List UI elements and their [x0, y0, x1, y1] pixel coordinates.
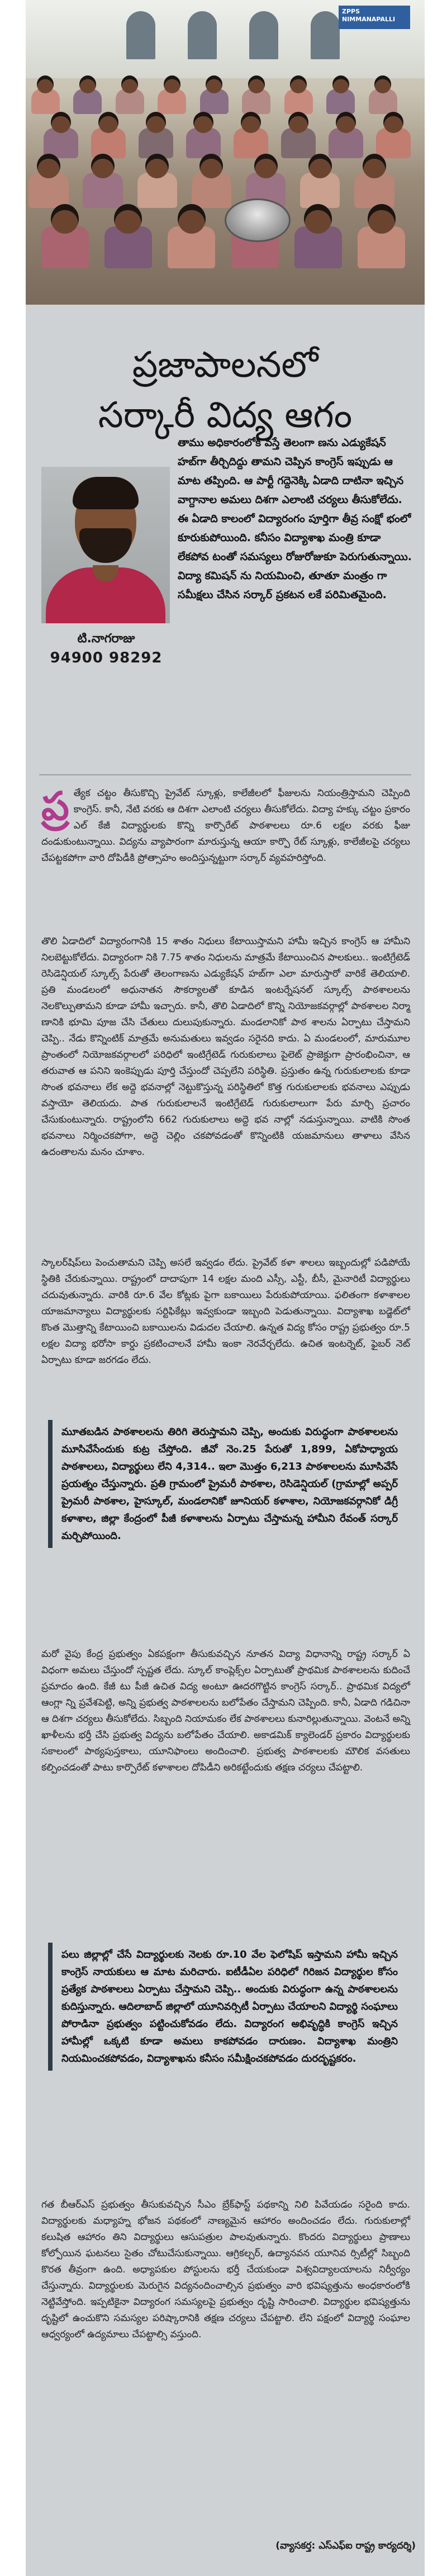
article-intro: తాము అధికారంలోకి వస్తే తెలంగా ణను ఎడ్యుకేషన్ హబ్‌గా తీర్చిదిద్దు తామని చెప్పిన కాంగ్రెస్ ఇప్పుడు ఆ మాట తప్పింది. ఆ పార్టీ గద్దెనెక్కి ఏడాది దాటినా ఇచ్చిన వాగ్దానాల అమలు దిశగా ఎలాంటి చర్యలు తీసుకోలేదు. ఈ ఏడాది కాలంలో విద్యారంగం పూర్తిగా తీవ్ర సంక్షో భంలో కూరుకుపోయింది. కనీసం విద్యాశాఖ మంత్రి కూడా లేకపోవ టంతో సమస్యలు రోజురోజుకూ పెరుగుతున్నాయి. విద్యా కమిషన్ ను నియమించి, తూతూ మంత్రం గా సమీక్షలు చేసిన సర్కార్ ప్రకటన లకే పరిమితమైంది. — [178, 437, 412, 601]
article-panel — [26, 305, 425, 2576]
highlight-box-2: పలు జిల్లాల్లో చేసే విద్యార్థులకు నెలకు రూ.10 వేల ఫెలోషిప్ ఇస్తామని హామీ ఇచ్చిన కాంగ్రెస్ నాయకులు ఆ మాట మరిచారు. ఐటీడీఏల పరిధిలో గిరిజన విద్యార్థుల కోసం ప్రత్యేక పాఠశాలలు ఏర్పాటు చేస్తామని చెప్పి.. అందుకు విరుద్ధంగా ఉన్న పాఠశాలలను కుదిస్తున్నారు. ఆదిలాబాద్ జిల్లాలో యూనివర్సిటీ ఏర్పాటు చేయాలని విద్యార్థి సంఘాలు పోరాడినా ప్రభుత్వం పట్టించుకోవడం లేదు. విద్యారంగ అభివృద్ధికి కాంగ్రెస్ ఇచ్చిన హామీల్లో ఒక్కటి కూడా అమలు కాకపోవడం దారుణం. విద్యాశాఖ మంత్రిని నియమించకపోవడం, విద్యాశాఖను కనీసం సమీక్షించకపోవడం దురదృష్టకరం. — [48, 1943, 402, 2071]
student-head — [336, 112, 356, 133]
student-head — [79, 75, 96, 93]
article-headline — [26, 329, 425, 441]
student-head — [241, 112, 261, 133]
student-head — [374, 75, 391, 93]
student-head — [51, 112, 71, 133]
school-board: ZPPS NIMMANAPALLI — [339, 6, 410, 29]
student-head — [114, 204, 142, 234]
paragraph-3: స్కాలర్‌షిప్‌లు పెంచుతామని చెప్పి అసలే ఇవ్వడం లేదు. ప్రైవేట్ కళా శాలలు ఇబ్బందుల్లో పడిపోయే స్థితికి చేరుకున్నాయి. రాష్ట్రంలో దాదాపుగా 14 లక్షల మంది ఎస్సీ, ఎస్టీ, బీసీ, మైనారిటీ విద్యార్థులు చదువుతున్నారు. వారికి రూ.6 వేల కోట్లకు పైగా బకాయిలు పేరుకుపోయాయి. ఫలితంగా కళాశాలల యాజమాన్యాలు విద్యార్థులకు సర్టిఫికేట్లు ఇవ్వకుండా ఇబ్బంది పెడుతున్నాయి. విద్యాశాఖ బడ్జెట్‌లో కొంత మొత్తాన్ని కేటాయించి బకాయిలను విడుదల చేయాలి. ఉన్నత విద్య కోసం రాష్ట్ర ప్రభుత్వం రూ.5 లక్షల విద్యా భరోసా కార్డు ప్రకటించాలనే హామీ ఇంకా నెరవేర్చలేదు. ఉచిత ఇంటర్నెట్, ఫైబర్ నెట్ ఏర్పాటు కూడా జరగడం లేదు. — [41, 1257, 410, 1366]
students-crowd — [26, 64, 425, 305]
headline-line-1: ప్రజాపాలనలో — [132, 344, 318, 386]
student-head — [288, 112, 308, 133]
paragraph-1 — [41, 785, 410, 866]
headline-line-2: సర్కారీ విద్య ఆగం — [98, 394, 353, 436]
student-head — [290, 75, 307, 93]
student-head — [91, 154, 115, 178]
student-head — [304, 204, 332, 234]
highlight-box-1: మూతబడిన పాఠశాలలను తిరిగి తెరుస్తామని చెప్పి, అందుకు విరుద్ధంగా పాఠశాలలను మూసివేసేందుకు కుట్ర చేస్తోంది. జీవో నెం.25 పేరుతో 1,899, ఏకోపాధ్యాయ పాఠశాలలు, విద్యార్థులు లేని 4,314.. ఇలా మొత్తం 6,213 పాఠశాలలను మూసివేసే ప్రయత్నం చేస్తున్నారు. ప్రతి గ్రామంలో ప్రైమరీ పాఠశాల, రెసిడెన్షియల్ (గ్రామాల్లో అప్పర్ ప్రైమరీ పాఠశాల, హైస్కూల్, మండలానికో జూనియర్ కళాశాల, నియోజకవర్గానికో డిగ్రీ కళాశాల, జిల్లా కేంద్రంలో పీజీ కళాశాలను ఏర్పాటు చేస్తామన్న హామీని రేవంత్ సర్కార్ మర్చిపోయింది. — [48, 1420, 402, 1548]
author-name: టి.నాగరాజు — [77, 632, 135, 646]
students-lunch-photo — [26, 0, 425, 305]
food-vessel — [225, 198, 291, 242]
author-photo — [41, 467, 170, 623]
divider — [39, 774, 411, 775]
student-head — [164, 75, 180, 93]
student-head — [37, 75, 54, 93]
student-head — [254, 154, 278, 178]
student-head — [368, 204, 396, 234]
author-phone: 94900 98292 — [50, 650, 163, 666]
student-head — [37, 154, 60, 178]
paragraph-5: గత బీఆర్ఎస్ ప్రభుత్వం తీసుకువచ్చిన సీఎం బ్రేక్‌ఫాస్ట్ పథకాన్ని నిలి పివేయడం సరైంది కాదు. విద్యార్థులకు మధ్యాహ్న భోజన పథకంలో నాణ్యమైన ఆహారం అందించడం లేదు. గురుకులాల్లో కలుషిత ఆహారం తిని విద్యార్థులు ఆసుపత్రుల పాలవుతున్నారు. కొందరు విద్యార్థులు ప్రాణాలు కోల్పోయిన ఘటనలు సైతం చోటుచేసుకున్నాయి. ఆగ్రికల్చర్, ఉద్యానవన యూనివ ర్సిటీల్లో సిబ్బంది కొరత తీవ్రంగా ఉంది. అధ్యాపకుల పోస్టులను భర్తీ చేయకుండా విశ్వవిద్యాలయాలను నిర్వీర్యం చేస్తున్నారు. విద్యార్థులకు మెరుగైన విద్యనందించాల్సిన ప్రభుత్వం వారి భవిష్యత్తును అంధకారంలోకి నెట్టివేస్తోంది. ఇప్పటికైనా విద్యారంగ సమస్యలపై ప్రభుత్వం దృష్టి సారించాలి. విద్యార్థుల భవిష్యత్తును దృష్టిలో ఉంచుకొని సమస్యల పరిష్కారానికి తక్షణ చర్యలు చేపట్టాలి. లేని పక్షంలో విద్యార్థి సంఘాల ఆధ్వర్యంలో ఉద్యమాలు చేపట్టాల్సి వస్తుంది. — [41, 2199, 410, 2340]
author-byline — [41, 630, 171, 668]
paragraph-2: తొలి ఏడాదిలో విద్యారంగానికి 15 శాతం నిధులు కేటాయిస్తామని హామీ ఇచ్చిన కాంగ్రెస్ ఆ హామీని నిలబెట్టుకోలేదు. విద్యారంగా నికి 7.75 శాతం నిధులను మాత్రమే కేటాయించిన పాలకులు.. ఇంటిగ్రేటెడ్ రెసిడెన్షియల్ స్కూల్స్ పేరుతో తెలంగాణను ఎడ్యుకేషన్ హబ్‌గా ఎలా మారుస్తారో వారికే తెలియాలి. ప్రతి మండలంలో అధునాతన సౌకర్యాలతో కూడిన ఇంటర్నేషనల్ స్కూల్స్ పాఠశాలలను నెలకొల్పుతామని కూడా హామీ ఇచ్చారు. కానీ, తొలి ఏడాదిలో కొన్ని నియోజకవర్గాల్లో పాఠశాలల నిర్మా ణానికి భూమి పూజ చేసి చేతులు దులుపుకున్నారు. మండలానికో పాఠ శాలను ఏర్పాటు చేస్తామని చెప్పి.. నేడు కొన్నింటిక్ మాత్రమే అనుమతులు ఇవ్వడం సరైనది కాదు. ఏ మండలంలో, మారుమూల ప్రాంతంలో నియోజకవర్గాలలో పరిధిలో ఇంటిగ్రేటెడ్ గురుకులాలు పైలెట్ ప్రాజెక్టుగా ప్రారంభించినా, ఆ తరువాత ఆ పనిని ఇంకెప్పుడు పూర్తి చేస్తుందో చెప్పలేని పరిస్థితి. ప్రస్తుతం ఉన్న గురుకులాలకు కూడా సొంత భవనాలు లేక అద్దె భవనాల్లో నెట్టుకొస్తున్న పరిస్థితిలో కొత్త గురుకులాలకు భవనాలు ఎప్పుడు వస్తాయో తెలియదు. పాత గురుకులాలనే ఇంటిగ్రేటెడ్ గురుకులాలుగా పేరు మార్చి ప్రచారం చేసుకుంటున్నారు. రాష్ట్రంలోని 662 గురుకులాలు అద్దె భవ నాల్లో నడుస్తున్నాయి. వాటికి సొంత భవనాలు నిర్మించకపోగా, అద్దె చెల్లిం చకపోవడంతో కొన్నింటికి యజమానులు తాళాలు వేసిన ఉదంతాలను మనం చూశాం. — [41, 936, 410, 1158]
student-head — [121, 75, 138, 93]
drop-cap: ప్ర — [41, 783, 69, 829]
student-head — [248, 75, 265, 93]
student-head — [178, 204, 206, 234]
student-head — [51, 204, 79, 234]
paragraph-1-text: త్యేక చట్టం తీసుకొచ్చి ప్రైవేట్ స్కూళ్లు, కాలేజీలలో ఫీజులను నియంత్రిస్తామని చెప్పింది కాంగ్రెస్. కానీ, నేటి వరకు ఆ దిశగా ఎలాంటి చర్యలు తీసుకోలేదు. విద్యా హక్కు చట్టం ప్రకారం ఎల్ కేజీ విద్యార్థులకు కొన్ని కార్పొరేట్ పాఠశాలలు రూ.6 లక్షల వరకు ఫీజు దండుకుంటున్నాయి. విద్యను వ్యాపారంగా మారుస్తున్న ఆయా కార్పొ రేట్ స్కూళ్లు, కాలేజీలపై చర్యలు చేపట్టకపోగా వారి దోపిడీకి ప్రోత్సాహం అందిస్తున్నట్టుగా సర్కార్ వ్యవహరిస్తోంది. — [41, 788, 410, 864]
student-head — [193, 112, 213, 133]
student-head — [206, 75, 222, 93]
student-head — [332, 75, 349, 93]
student-head — [383, 112, 403, 133]
student-head — [146, 112, 166, 133]
paragraph-4: మరో వైపు కేంద్ర ప్రభుత్వం ఏకపక్షంగా తీసుకువచ్చిన నూతన విద్యా విధానాన్ని రాష్ట్ర సర్కార్ ఏ విధంగా అమలు చేస్తుందో స్పష్టత లేదు. స్కూల్ కాంప్లెక్స్‌ల ఏర్పాటుతో ప్రాథమిక పాఠశాలలను కుదించే ప్రమాదం ఉంది. కేజీ టు పీజీ ఉచిత విద్య అంటూ ఊదరగొట్టిన కాంగ్రెస్ సర్కార్.. ప్రాథమిక విద్యలో ఆంగ్లా న్ని ప్రవేశపెట్టి, అన్ని ప్రభుత్వ పాఠశాలలను బలోపేతం చేస్తామని చెప్పింది. కానీ, ఏడాది గడిచినా ఆ దిశగా చర్యలు తీసుకోలేదు. సిబ్బంది నియామకం లేక పాఠశాలలు కునారిల్లుతున్నాయి. వెంటనే అన్ని ఖాళీలను భర్తీ చేసి ప్రభుత్వ విద్యను బలోపేతం చేయాలి. అకాడమిక్ క్యాలెండర్ ప్రకారం విద్యార్థులకు సకాలంలో పాఠ్యపుస్తకాలు, యూనిఫాంలు అందించాలి. ప్రభుత్వ పాఠశాలలకు మౌలిక వసతులు కల్పించడంతో పాటు కార్పొరేట్ కళాశాలల దోపిడీని అరికట్టేందుకు తక్షణ చర్యలు చేపట్టాలి. — [41, 1649, 410, 1773]
student-head — [98, 112, 118, 133]
student-head — [363, 154, 386, 178]
student-head — [308, 154, 332, 178]
author-credit: (వ్యాసకర్త: ఎస్ఎఫ్ఐ రాష్ట్ర కార్యదర్శి) — [275, 2540, 416, 2551]
